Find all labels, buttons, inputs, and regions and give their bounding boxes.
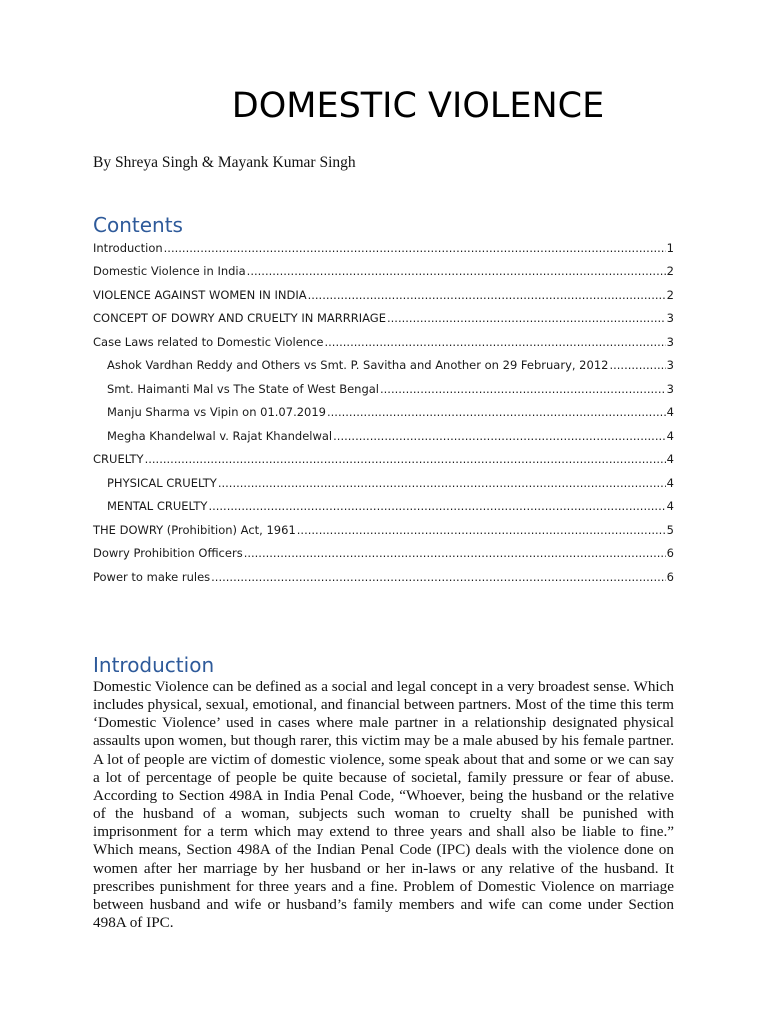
toc-entry-page-number: 2 <box>666 264 674 279</box>
toc-entry-label: Ashok Vardhan Reddy and Others vs Smt. P. Savitha and Another on 29 February, 2012 <box>107 358 609 373</box>
toc-entry[interactable] <box>93 354 674 378</box>
toc-dot-leader <box>208 499 665 513</box>
document-authors: By Shreya Singh & Mayank Kumar Singh <box>93 154 356 171</box>
toc-dot-leader <box>387 311 666 325</box>
toc-entry-page-number: 3 <box>666 334 674 349</box>
toc-entry[interactable] <box>93 448 674 472</box>
toc-dot-leader <box>164 241 666 255</box>
toc-entry-label: CONCEPT OF DOWRY AND CRUELTY IN MARRRIAGE <box>93 311 386 326</box>
toc-heading: Contents <box>93 213 183 237</box>
toc-entry-label: VIOLENCE AGAINST WOMEN IN INDIA <box>93 287 307 302</box>
toc-entry-page-number: 6 <box>666 546 674 561</box>
toc-entry[interactable] <box>93 565 674 589</box>
toc-entry-label: MENTAL CRUELTY <box>107 499 208 514</box>
toc-entry-label: Smt. Haimanti Mal vs The State of West Bengal <box>107 381 379 396</box>
toc-entry-page-number: 4 <box>666 499 674 514</box>
toc-entry-label: CRUELTY <box>93 452 144 467</box>
toc-dot-leader <box>380 382 666 396</box>
toc-entry-page-number: 4 <box>666 405 674 420</box>
introduction-body: Domestic Violence can be defined as a social and legal concept in a very broadest sense. Which includes physical, sexual, emotional, and financial between partners. Most of the time this term ‘Domestic Violence’ used in cases where male partner in a relationship designated physical assaults upon women, but though rarer, this victim may be a male abused by his female partner. A lot of people are victim of domestic violence, some speak about that and some or we can say a lot of percentage of people be quite because of societal, family pressure or fear of abuse. According to Section 498A in India Penal Code, “Whoever, being the husband or the relative of the husband of a woman, subjects such woman to cruelty shall be punished with imprisonment for a term which may extend to three years and shall also be liable to fine.” Which means, Section 498A of the Indian Penal Code (IPC) deals with the violence done on women after her marriage by her husband or her in-laws or any relative of the husband. It prescribes punishment for three years and a fine. Problem of Domestic Violence on marriage between husband and wife or husband’s family members and wife can come under Section 498A of IPC. <box>93 678 674 932</box>
toc-entry-label: Power to make rules <box>93 569 211 584</box>
toc-entry-label: Dowry Prohibition Officers <box>93 546 243 561</box>
introduction-heading: Introduction <box>93 653 215 677</box>
toc-entry-page-number: 5 <box>666 522 674 537</box>
toc-entry-page-number: 3 <box>666 358 674 373</box>
toc-entry-page-number: 3 <box>666 381 674 396</box>
toc-entry[interactable] <box>93 377 674 401</box>
toc-dot-leader <box>211 570 666 584</box>
toc-entry[interactable] <box>93 330 674 354</box>
toc-dot-leader <box>333 429 666 443</box>
toc-entry[interactable] <box>93 283 674 307</box>
toc-dot-leader <box>297 523 666 537</box>
table-of-contents <box>93 236 674 589</box>
toc-entry-label: Manju Sharma vs Vipin on 01.07.2019 <box>107 405 326 420</box>
toc-entry-page-number: 4 <box>666 428 674 443</box>
toc-entry-page-number: 3 <box>666 311 674 326</box>
toc-dot-leader <box>327 405 666 419</box>
toc-dot-leader <box>324 335 665 349</box>
toc-dot-leader <box>145 452 666 466</box>
toc-dot-leader <box>247 264 666 278</box>
toc-entry-page-number: 4 <box>666 452 674 467</box>
toc-entry[interactable] <box>93 495 674 519</box>
toc-dot-leader <box>308 288 666 302</box>
toc-entry[interactable] <box>93 401 674 425</box>
toc-entry[interactable] <box>93 236 674 260</box>
toc-entry-label: Introduction <box>93 240 163 255</box>
toc-entry-page-number: 2 <box>666 287 674 302</box>
toc-dot-leader <box>609 358 665 372</box>
toc-entry-label: Case Laws related to Domestic Violence <box>93 334 324 349</box>
toc-entry-label: PHYSICAL CRUELTY <box>107 475 217 490</box>
toc-entry[interactable] <box>93 260 674 284</box>
document-title: DOMESTIC VIOLENCE <box>231 86 605 126</box>
toc-entry[interactable] <box>93 471 674 495</box>
toc-dot-leader <box>218 476 666 490</box>
toc-entry[interactable] <box>93 424 674 448</box>
toc-entry-label: Megha Khandelwal v. Rajat Khandelwal <box>107 428 333 443</box>
toc-entry-label: Domestic Violence in India <box>93 264 246 279</box>
toc-dot-leader <box>244 546 666 560</box>
toc-entry-label: THE DOWRY (Prohibition) Act, 1961 <box>93 522 296 537</box>
toc-entry[interactable] <box>93 307 674 331</box>
toc-entry-page-number: 4 <box>666 475 674 490</box>
toc-entry-page-number: 6 <box>666 569 674 584</box>
toc-entry[interactable] <box>93 518 674 542</box>
toc-entry[interactable] <box>93 542 674 566</box>
toc-entry-page-number: 1 <box>666 240 674 255</box>
